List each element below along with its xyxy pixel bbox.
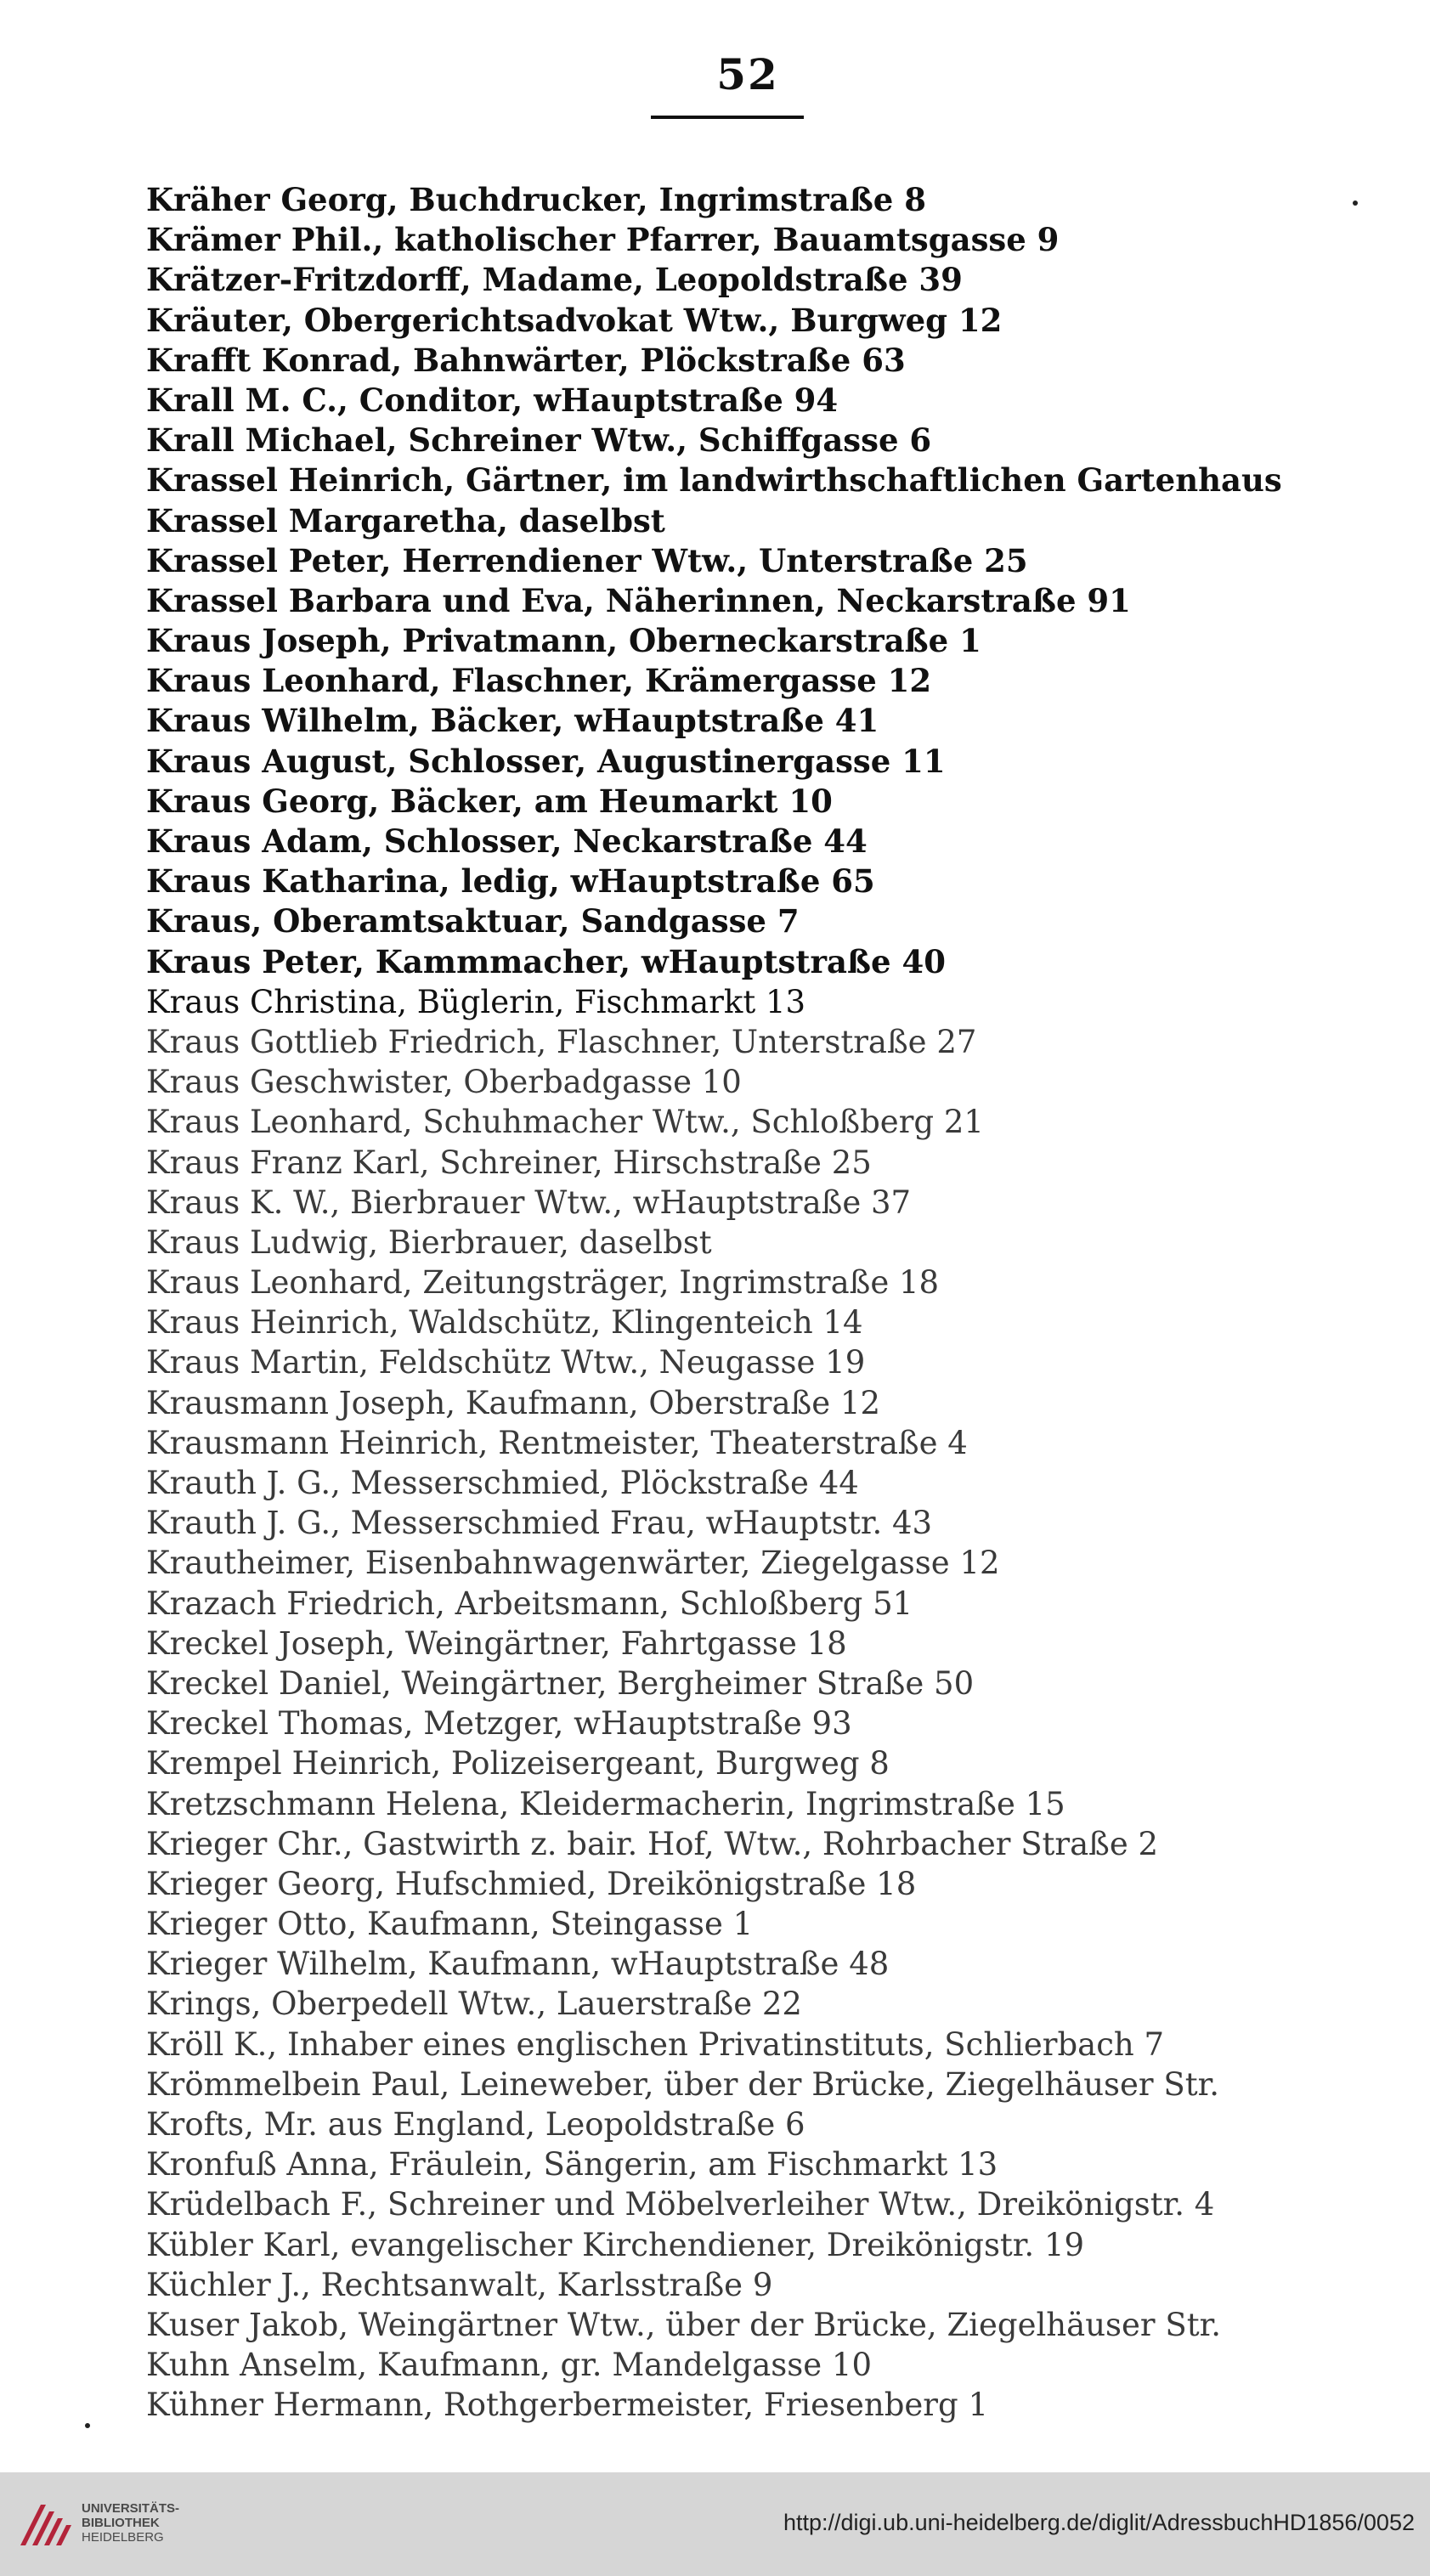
directory-entry: Krieger Otto, Kaufmann, Steingasse 1 — [146, 1906, 754, 1943]
directory-entry: Krassel Margaretha, daselbst — [146, 501, 665, 539]
directory-entry: Kraus Christina, Büglerin, Fischmarkt 13 — [146, 983, 806, 1020]
directory-entry: Krassel Peter, Herrendiener Wtw., Unterstraße 25 — [146, 541, 1028, 579]
directory-entry: Kraus Martin, Feldschütz Wtw., Neugasse 19 — [146, 1344, 866, 1381]
directory-entry: Kraus Ludwig, Bierbrauer, daselbst — [146, 1223, 712, 1261]
directory-entry: Krüdelbach F., Schreiner und Möbelverleiher Wtw., Dreikönigstr. 4 — [146, 2186, 1215, 2223]
directory-entry: Krall M. C., Conditor, wHauptstraße 94 — [146, 381, 839, 419]
directory-entry: Kraus Leonhard, Schuhmacher Wtw., Schloßberg 21 — [146, 1104, 984, 1141]
directory-entry: Kreckel Thomas, Metzger, wHauptstraße 93 — [146, 1705, 852, 1743]
library-name-line-2: BIBLIOTHEK — [82, 2516, 160, 2530]
directory-entry: Krieger Chr., Gastwirth z. bair. Hof, Wtw., Rohrbacher Straße 2 — [146, 1825, 1159, 1862]
directory-entry: Krämer Phil., katholischer Pfarrer, Bauamtsgasse 9 — [146, 221, 1060, 259]
directory-entry: Krieger Georg, Hufschmied, Dreikönigstraße 18 — [146, 1865, 917, 1902]
permalink-url[interactable]: http://digi.ub.uni-heidelberg.de/diglit/AdressbuchHD1856/0052 — [783, 2510, 1415, 2535]
directory-entry: Kuser Jakob, Weingärtner Wtw., über der Brücke, Ziegelhäuser Str. — [146, 2306, 1221, 2343]
directory-entry: Krauth J. G., Messerschmied, Plöckstraße 44 — [146, 1465, 859, 1501]
directory-entry: Kräher Georg, Buchdrucker, Ingrimstraße 8 — [146, 181, 926, 218]
directory-entry: Kraus Gottlieb Friedrich, Flaschner, Unterstraße 27 — [146, 1023, 977, 1060]
library-name-line-3: HEIDELBERG — [82, 2530, 164, 2545]
directory-entry: Krings, Oberpedell Wtw., Lauerstraße 22 — [146, 1986, 802, 2023]
directory-entry: Kretzschmann Helena, Kleidermacherin, Ingrimstraße 15 — [146, 1785, 1065, 1822]
scan-speck — [85, 2423, 90, 2428]
directory-entry: Kübler Karl, evangelischer Kirchendiener, Dreikönigstr. 19 — [146, 2226, 1085, 2263]
directory-entry: Kräuter, Obergerichtsadvokat Wtw., Burgweg 12 — [146, 301, 1003, 339]
directory-entry: Kraus Katharina, ledig, wHauptstraße 65 — [146, 862, 875, 901]
directory-entry: Kraus August, Schlosser, Augustinergasse 11 — [146, 742, 946, 780]
directory-entry: Krassel Heinrich, Gärtner, im landwirthschaftlichen Gartenhaus — [146, 461, 1282, 500]
directory-entry: Krautheimer, Eisenbahnwagenwärter, Ziegelgasse 12 — [146, 1545, 1000, 1582]
directory-entry: Kraus Georg, Bäcker, am Heumarkt 10 — [146, 782, 833, 820]
directory-entry: Krall Michael, Schreiner Wtw., Schiffgasse 6 — [146, 421, 932, 460]
directory-entry: Kronfuß Anna, Fräulein, Sängerin, am Fischmarkt 13 — [146, 2146, 998, 2183]
scan-speck — [1353, 201, 1358, 206]
directory-entry: Kraus Leonhard, Flaschner, Krämergasse 12 — [146, 662, 932, 700]
directory-entry: Kraus Joseph, Privatmann, Oberneckarstraße 1 — [146, 622, 981, 660]
footer-bar — [0, 2472, 1430, 2576]
directory-entry: Kröll K., Inhaber eines englischen Privatinstituts, Schlierbach 7 — [146, 2025, 1165, 2063]
directory-entry: Kraus Geschwister, Oberbadgasse 10 — [146, 1064, 742, 1101]
library-name-line-1: UNIVERSITÄTS- — [82, 2501, 180, 2516]
page-number-rule — [651, 116, 804, 119]
directory-entry: Krausmann Heinrich, Rentmeister, Theaterstraße 4 — [146, 1424, 968, 1461]
directory-entry: Krazach Friedrich, Arbeitsmann, Schloßberg 51 — [146, 1585, 913, 1622]
directory-entry: Krauth J. G., Messerschmied Frau, wHauptstr. 43 — [146, 1505, 933, 1542]
directory-entry: Kreckel Joseph, Weingärtner, Fahrtgasse 18 — [146, 1624, 847, 1662]
directory-entry: Krassel Barbara und Eva, Näherinnen, Neckarstraße 91 — [146, 581, 1131, 619]
directory-entry: Kraus K. W., Bierbrauer Wtw., wHauptstraße 37 — [146, 1183, 912, 1221]
directory-entry: Kraus Wilhelm, Bäcker, wHauptstraße 41 — [146, 702, 879, 740]
directory-entry: Kraus, Oberamtsaktuar, Sandgasse 7 — [146, 902, 800, 941]
directory-entry: Krempel Heinrich, Polizeisergeant, Burgweg 8 — [146, 1745, 890, 1782]
directory-entry: Küchler J., Rechtsanwalt, Karlsstraße 9 — [146, 2266, 773, 2303]
directory-entry: Krömmelbein Paul, Leineweber, über der Brücke, Ziegelhäuser Str. — [146, 2065, 1219, 2103]
directory-entry: Kühner Hermann, Rothgerbermeister, Friesenberg 1 — [146, 2387, 988, 2424]
directory-entry: Krieger Wilhelm, Kaufmann, wHauptstraße 48 — [146, 1946, 890, 1983]
directory-entry: Krafft Konrad, Bahnwärter, Plöckstraße 63 — [146, 341, 906, 379]
directory-entry: Kraus Franz Karl, Schreiner, Hirschstraße 25 — [146, 1144, 872, 1181]
directory-entry: Krofts, Mr. aus England, Leopoldstraße 6 — [146, 2106, 805, 2143]
directory-entry: Kraus Adam, Schlosser, Neckarstraße 44 — [146, 822, 868, 860]
directory-entry: Kraus Heinrich, Waldschütz, Klingenteich 14 — [146, 1304, 863, 1342]
directory-entry: Kraus Leonhard, Zeitungsträger, Ingrimstraße 18 — [146, 1264, 940, 1302]
directory-entry: Kuhn Anselm, Kaufmann, gr. Mandelgasse 10 — [146, 2347, 872, 2384]
directory-entry: Krätzer-Fritzdorff, Madame, Leopoldstraße 39 — [146, 261, 963, 299]
directory-entry: Kreckel Daniel, Weingärtner, Bergheimer Straße 50 — [146, 1664, 975, 1702]
page-number: 52 — [716, 49, 779, 99]
library-name — [82, 2501, 179, 2545]
directory-entry: Kraus Peter, Kammmacher, wHauptstraße 40 — [146, 942, 946, 980]
university-library-logo-icon — [15, 2498, 76, 2551]
directory-entry: Krausmann Joseph, Kaufmann, Oberstraße 12 — [146, 1384, 881, 1421]
directory-entries — [146, 180, 1387, 2426]
